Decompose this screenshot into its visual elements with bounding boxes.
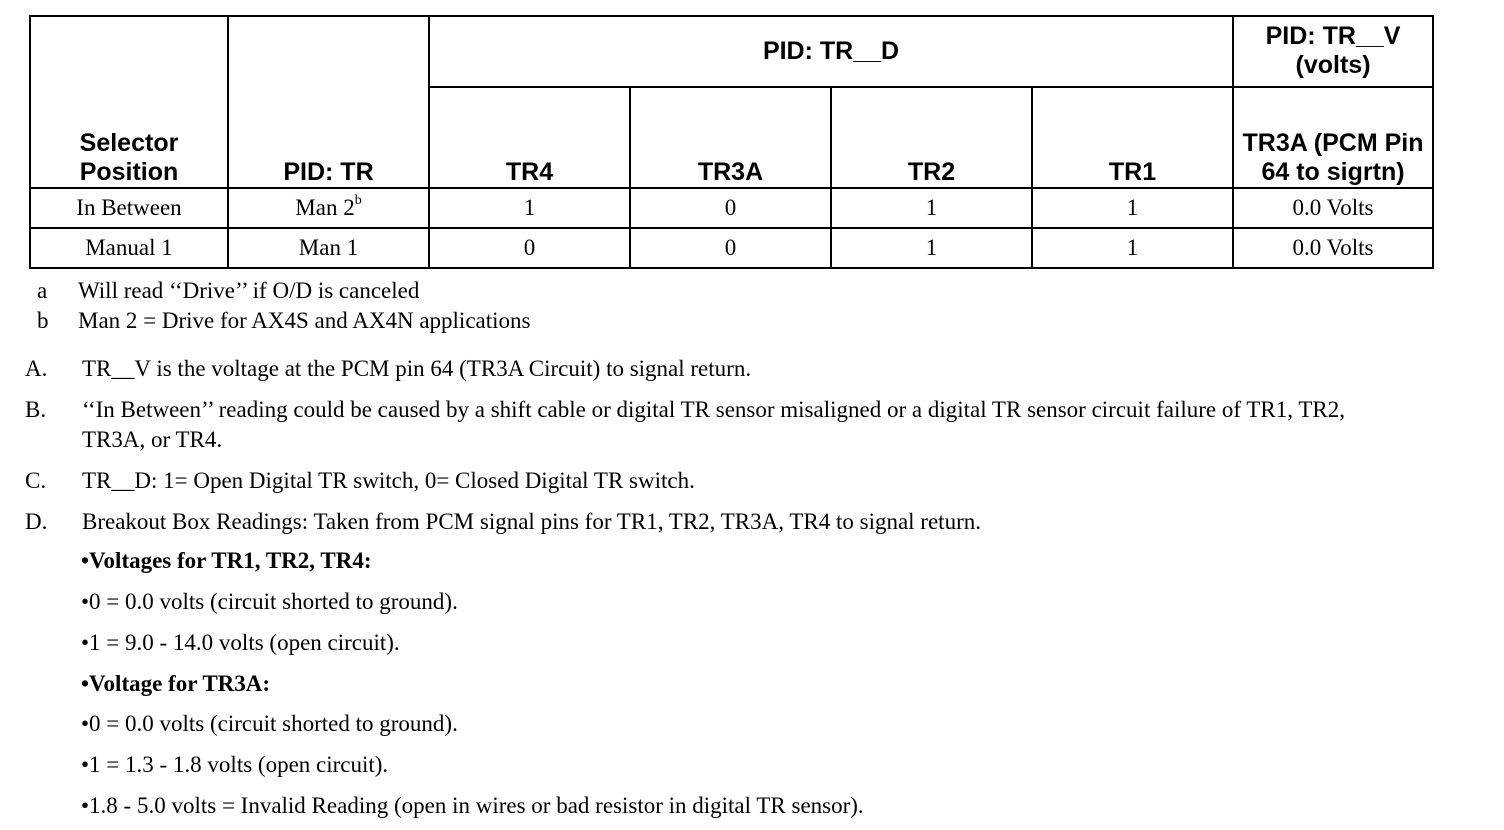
- cell-tr3a: 0: [630, 188, 831, 228]
- header-tr1: TR1: [1032, 87, 1233, 188]
- subitem-heading-tr3a: •Voltage for TR3A:: [81, 671, 271, 696]
- subitem-heading-tr1-tr2-tr4: •Voltages for TR1, TR2, TR4:: [81, 548, 372, 573]
- footnote-mark: b: [37, 308, 49, 333]
- cell-tr1: 1: [1032, 228, 1233, 268]
- cell-pid-tr: [228, 228, 429, 268]
- cell-pid-tr: [228, 188, 429, 228]
- cell-tr4: 0: [429, 228, 630, 268]
- cell-selector: In Between: [30, 188, 228, 228]
- footnote-text: Will read ‘‘Drive’’ if O/D is canceled: [78, 278, 420, 303]
- note-a: [25, 354, 1425, 384]
- cell-selector: Manual 1: [30, 228, 228, 268]
- header-pid-tr: PID: TR: [228, 16, 429, 188]
- note-letter: D.: [25, 509, 48, 534]
- footnote-ref: b: [354, 193, 362, 208]
- subitem: •1 = 1.3 - 1.8 volts (open circuit).: [81, 752, 389, 777]
- note-text: Breakout Box Readings: Taken from PCM signal pins for TR1, TR2, TR3A, TR4 to signal return.: [82, 509, 981, 534]
- note-text: TR__D: 1= Open Digital TR switch, 0= Closed Digital TR switch.: [82, 468, 695, 493]
- subitem: •0 = 0.0 volts (circuit shorted to ground).: [81, 711, 458, 736]
- cell-tr4: 1: [429, 188, 630, 228]
- header-pid-tr-d: PID: TR__D: [429, 16, 1233, 87]
- cell-tr3a: 0: [630, 228, 831, 268]
- subitem: •0 = 0.0 volts (circuit shorted to ground).: [81, 589, 458, 614]
- tr-sensor-table: [29, 15, 1434, 269]
- note-letter: A.: [25, 356, 48, 381]
- note-text: ‘‘In Between’’ reading could be caused by a shift cable or digital TR sensor misaligned or a digital TR sensor circuit failure of TR1, TR2, TR3A, or TR4.: [82, 397, 1345, 452]
- footnote-mark: a: [37, 278, 48, 303]
- cell-volts: 0.0 Volts: [1233, 188, 1433, 228]
- cell-tr2: 1: [831, 228, 1032, 268]
- table-row: [30, 228, 1433, 268]
- note-text: TR__V is the voltage at the PCM pin 64 (TR3A Circuit) to signal return.: [82, 356, 752, 381]
- note-b: [25, 395, 1425, 455]
- footnote-text: Man 2 = Drive for AX4S and AX4N applications: [78, 308, 531, 333]
- cell-tr1: 1: [1032, 188, 1233, 228]
- header-tr3a: TR3A: [630, 87, 831, 188]
- note-c: [25, 466, 1425, 496]
- subitem: •1 = 9.0 - 14.0 volts (open circuit).: [81, 630, 400, 655]
- header-pid-tr-v: PID: TR__V (volts): [1233, 16, 1433, 87]
- subitem: •1.8 - 5.0 volts = Invalid Reading (open in wires or bad resistor in digital TR sensor).: [81, 793, 864, 818]
- note-d: [25, 507, 1425, 537]
- header-tr2: TR2: [831, 87, 1032, 188]
- header-tr4: TR4: [429, 87, 630, 188]
- cell-pid-tr-value: Man 2: [295, 195, 355, 220]
- header-selector-position: Selector Position: [30, 16, 228, 188]
- note-letter: C.: [25, 468, 47, 493]
- cell-volts: 0.0 Volts: [1233, 228, 1433, 268]
- header-tr3a-pcm: TR3A (PCM Pin 64 to sigrtn): [1233, 87, 1433, 188]
- cell-tr2: 1: [831, 188, 1032, 228]
- cell-pid-tr-value: Man 1: [298, 235, 359, 260]
- table-row: [30, 188, 1433, 228]
- note-letter: B.: [25, 397, 47, 422]
